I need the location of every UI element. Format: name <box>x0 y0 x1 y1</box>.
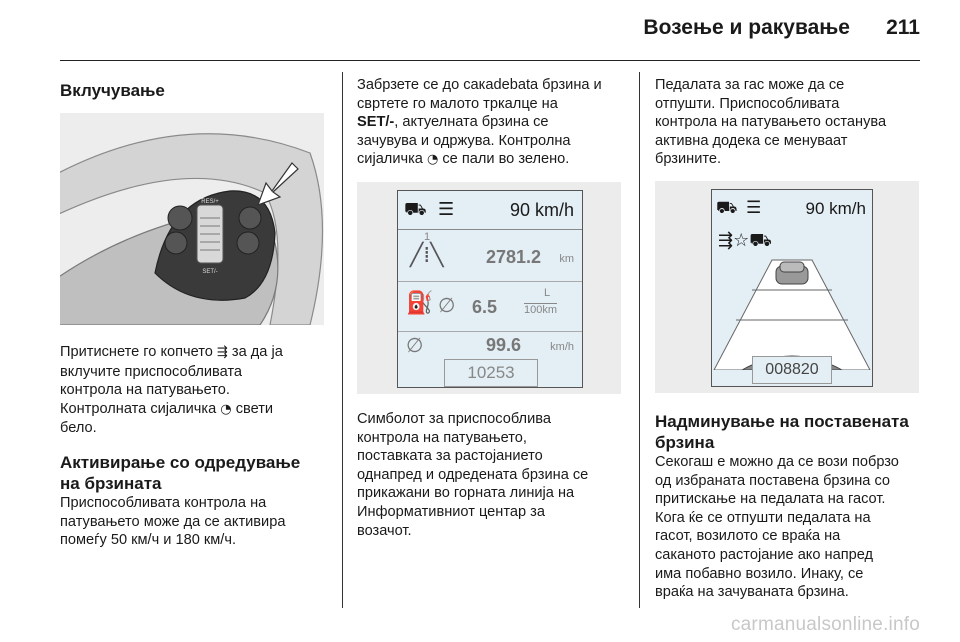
distance-bars-icon: ☰ <box>746 197 762 218</box>
follow-distance-icon: ⇶☆⛟ <box>718 229 772 251</box>
column-divider-1 <box>342 72 343 608</box>
paragraph-exceeding: Секогаш е можно да се вози побрзо од избраната поставена брзина со притискање на педалата на гасот. Кога ќе се отпушти педалата на гасот, возилото се враќа на саканото растојание ако напред има побавно возило. Инаку, се враќа на зачуваната брзина. <box>655 453 899 601</box>
section-heading-exceeding: Надминување на поставената брзина <box>655 411 909 452</box>
indicator-light-icon: ◔ <box>426 152 439 168</box>
steering-wheel-figure <box>60 113 324 325</box>
paragraph-pedal: Педалата за гас може да се отпушти. Приспособливата контрола на патувањето останува активна додека се менуваат брзините. <box>655 77 887 168</box>
road-perspective-illustration <box>712 250 872 370</box>
odometer-box <box>444 359 538 387</box>
indicator-light-icon: ◔ <box>220 401 232 417</box>
display-top-row-2 <box>712 190 872 226</box>
watermark: carmanualsonline.info <box>730 614 920 635</box>
display-screen <box>397 190 583 388</box>
display-avg-speed-row <box>398 331 582 359</box>
distance-bars-icon: ☰ <box>438 198 455 220</box>
fuel-consumption: 6.5 <box>472 296 498 317</box>
display-screen-2 <box>711 189 873 387</box>
fuel-unit-top: L <box>544 286 551 299</box>
odometer-box-2 <box>752 356 832 384</box>
header-title: Возење и ракување <box>643 16 850 39</box>
cruise-control-icon: ⇶ <box>216 345 228 360</box>
fuel-pump-icon: ⛽ <box>406 290 434 316</box>
driver-info-display-figure-2 <box>655 181 919 393</box>
display-trip-row <box>398 229 582 282</box>
road-icon: ╱⁞╲ <box>410 242 444 268</box>
car-follow-icon: ⛟ <box>404 198 427 220</box>
page-number: 211 <box>886 16 920 39</box>
page-header <box>0 0 960 60</box>
res-label: RES/+ <box>201 199 219 205</box>
car-follow-icon: ⛟ <box>716 197 738 218</box>
driver-info-display-figure <box>357 182 621 394</box>
odometer-2: 008820 <box>765 360 819 378</box>
steering-wheel-illustration <box>60 113 324 325</box>
column-3 <box>655 72 925 602</box>
section-heading-enable: Вклучување <box>60 81 165 100</box>
trip-distance: 2781.2 <box>486 246 542 267</box>
column-divider-2 <box>639 72 640 608</box>
average-speed: 99.6 <box>486 334 522 355</box>
average-speed-unit: km/h <box>550 340 574 353</box>
column-2 <box>357 72 627 540</box>
display-speed: 90 km/h <box>509 199 574 220</box>
paragraph-enable: Притиснете го копчето ⇶ за да ја вклучите приспособливата контрола на патувањето. Контролната сијаличка ◔ свети бело. <box>60 344 283 437</box>
display-fuel-row <box>398 281 582 332</box>
section-heading-activation: Активирање со одредување на брзината <box>60 452 301 493</box>
display-speed-2: 90 km/h <box>805 198 866 218</box>
paragraph-symbol: Симболот за приспособлива контрола на патувањето, поставката за растојанието однапред и одредената брзина се прикажани во горната линија на Информативниот центар за возачот. <box>357 410 589 539</box>
lane-number: 1 <box>424 230 431 243</box>
fuel-unit-bottom: 100km <box>524 303 558 316</box>
display-top-row <box>398 191 582 230</box>
average-symbol-icon: ∅ <box>406 332 424 357</box>
column-1 <box>60 72 330 550</box>
average-symbol-icon: ∅ <box>438 292 456 317</box>
header-rule <box>60 60 920 61</box>
paragraph-activation: Приспособливата контрола на патувањето може да се активира помеѓу 50 км/ч и 180 км/ч. <box>60 494 286 549</box>
paragraph-accelerate: Забрзете се до сакаdebata брзина и свртете го малото тркалце на SET/-, актуелната брзина се зачувува и одржува. Контролна сијаличка ◔ се пали во зелено. <box>357 77 602 168</box>
trip-distance-unit: km <box>559 252 574 265</box>
odometer: 10253 <box>467 362 515 382</box>
set-label: SET/- <box>202 269 218 275</box>
